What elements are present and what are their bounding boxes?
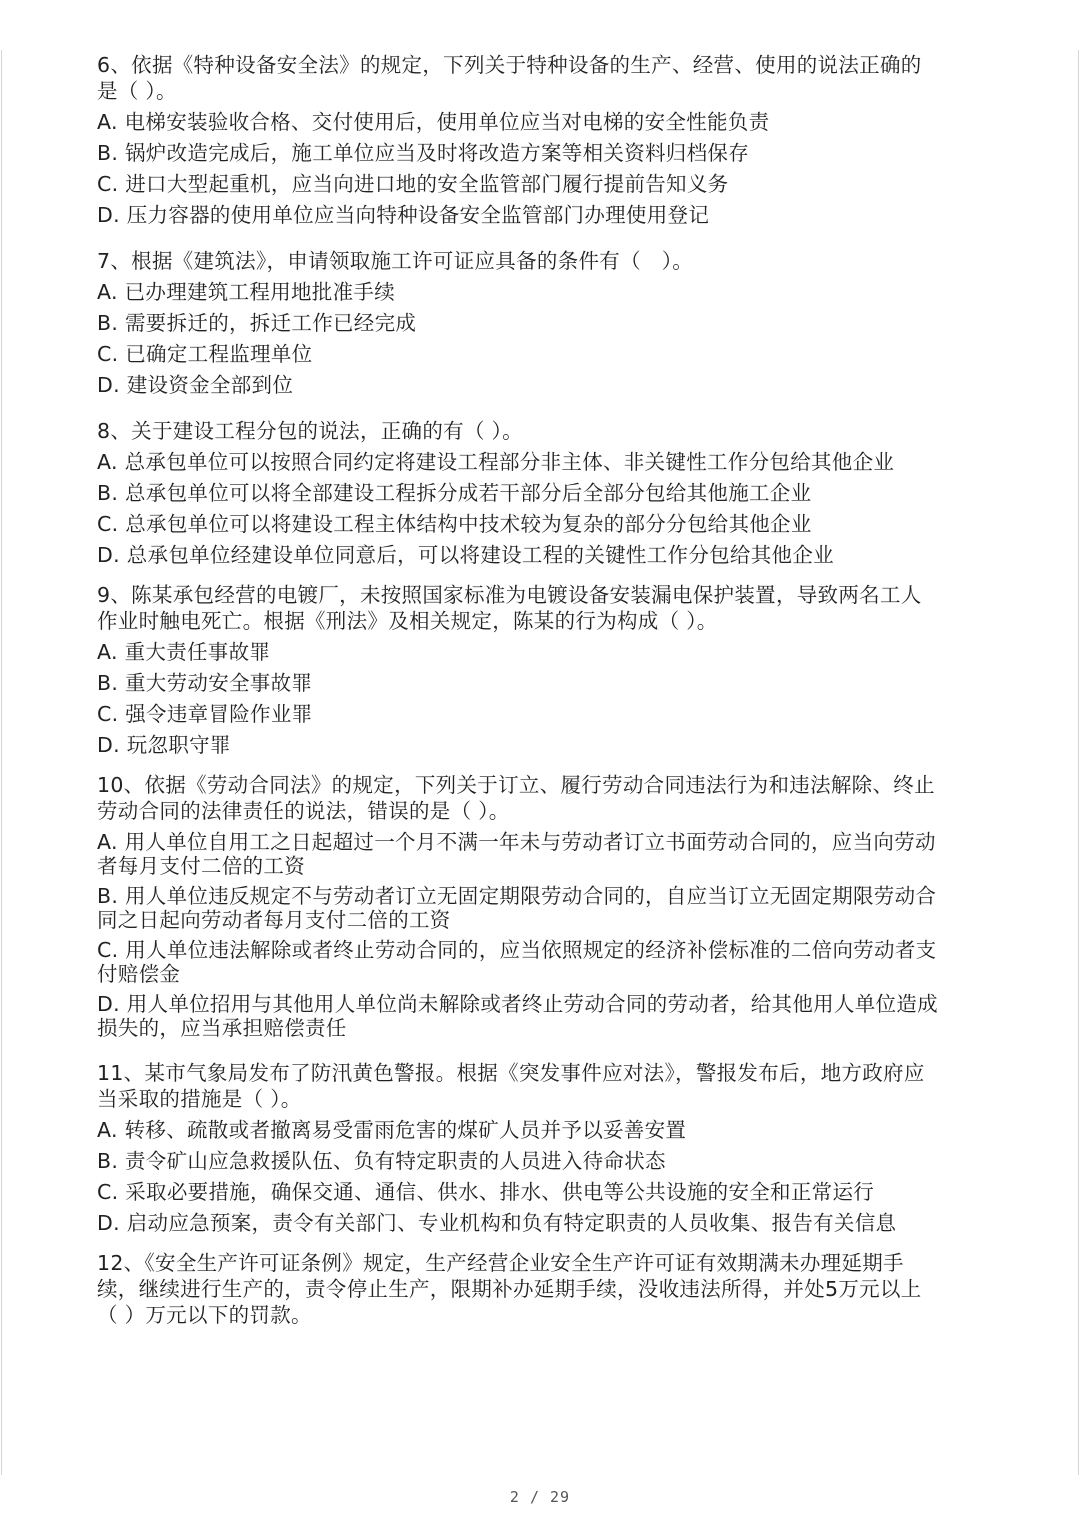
question-7-stem-line-1: 7、根据《建筑法》，申请领取施工许可证应具备的条件有（ ）。 [97, 249, 694, 273]
question-10-option-d-line-2: 损失的，应当承担赔偿责任 [97, 1016, 347, 1040]
question-7-stem [97, 248, 977, 274]
question-12-stem-line-3: （ ）万元以下的罚款。 [97, 1303, 312, 1327]
question-9 [97, 582, 977, 764]
question-6-stem-line-1: 6、依据《特种设备安全法》的规定，下列关于特种设备的生产、经营、使用的说法正确的 [97, 53, 922, 77]
question-8 [97, 418, 977, 574]
question-9-option-c: C. 强令违章冒险作业罪 [97, 702, 313, 726]
question-7-option-b: B. 需要拆迁的，拆迁工作已经完成 [97, 311, 417, 335]
question-11-stem [97, 1060, 977, 1112]
question-7-option-a: A. 已办理建筑工程用地批准手续 [97, 280, 395, 304]
question-8-stem [97, 418, 977, 444]
question-12-stem-line-1: 12、《安全生产许可证条例》规定，生产经营企业安全生产许可证有效期满未办理延期手 [97, 1251, 904, 1275]
question-10-option-c-line-1: C. 用人单位违法解除或者终止劳动合同的，应当依照规定的经济补偿标准的二倍向劳动者支 [97, 938, 937, 962]
question-11-stem-line-2: 当采取的措施是（ ）。 [97, 1087, 302, 1111]
question-10-option-c-line-2: 付赔偿金 [97, 962, 181, 986]
question-9-stem [97, 582, 977, 634]
question-10-option-b [97, 884, 977, 932]
question-7 [97, 248, 977, 404]
question-7-option-d: D. 建设资金全部到位 [97, 373, 294, 397]
question-10-stem-line-2: 劳动合同的法律责任的说法，错误的是（ ）。 [97, 799, 510, 823]
question-6-option-c: C. 进口大型起重机，应当向进口地的安全监管部门履行提前告知义务 [97, 172, 729, 196]
question-10-option-b-line-1: B. 用人单位违反规定不与劳动者订立无固定期限劳动合同的，自应当订立无固定期限劳动合 [97, 884, 937, 908]
question-8-option-a: A. 总承包单位可以按照合同约定将建设工程部分非主体、非关键性工作分包给其他企业 [97, 450, 895, 474]
question-list [97, 52, 977, 1334]
question-10-option-a-line-1: A. 用人单位自用工之日起超过一个月不满一年未与劳动者订立书面劳动合同的，应当向劳动 [97, 830, 936, 854]
question-11-stem-line-1: 11、某市气象局发布了防汛黄色警报。根据《突发事件应对法》，警报发布后，地方政府应 [97, 1061, 925, 1085]
question-12-stem-line-2: 续，继续进行生产的，责令停止生产，限期补办延期手续，没收违法所得，并处5万元以上 [97, 1277, 922, 1301]
page-number: 2 / 29 [509, 1488, 571, 1506]
question-8-option-c: C. 总承包单位可以将建设工程主体结构中技术较为复杂的部分分包给其他企业 [97, 512, 812, 536]
question-10-stem-line-1: 10、依据《劳动合同法》的规定，下列关于订立、履行劳动合同违法行为和违法解除、终止 [97, 773, 935, 797]
question-10-option-b-line-2: 同之日起向劳动者每月支付二倍的工资 [97, 908, 451, 932]
question-6-option-d: D. 压力容器的使用单位应当向特种设备安全监管部门办理使用登记 [97, 203, 710, 227]
question-9-option-b: B. 重大劳动安全事故罪 [97, 671, 313, 695]
question-12 [97, 1250, 977, 1328]
question-9-stem-line-1: 9、陈某承包经营的电镀厂，未按照国家标准为电镀设备安装漏电保护装置，导致两名工人 [97, 583, 922, 607]
question-10-option-d-line-1: D. 用人单位招用与其他用人单位尚未解除或者终止劳动合同的劳动者，给其他用人单位造成 [97, 992, 938, 1016]
question-11-option-b: B. 责令矿山应急救援队伍、负有特定职责的人员进入待命状态 [97, 1149, 666, 1173]
question-10-stem [97, 772, 977, 824]
question-9-option-a: A. 重大责任事故罪 [97, 640, 271, 664]
question-10-option-c [97, 938, 977, 986]
question-6-option-b: B. 锅炉改造完成后，施工单位应当及时将改造方案等相关资料归档保存 [97, 141, 749, 165]
question-10-option-a [97, 830, 977, 878]
question-11-option-d: D. 启动应急预案，责令有关部门、专业机构和负有特定职责的人员收集、报告有关信息 [97, 1211, 897, 1235]
question-11-option-c: C. 采取必要措施，确保交通、通信、供水、排水、供电等公共设施的安全和正常运行 [97, 1180, 875, 1204]
question-11 [97, 1060, 977, 1242]
question-6-option-a: A. 电梯安装验收合格、交付使用后，使用单位应当对电梯的安全性能负责 [97, 110, 770, 134]
question-10-option-d [97, 992, 977, 1040]
question-6 [97, 52, 977, 234]
question-6-stem [97, 52, 977, 104]
question-12-stem [97, 1250, 977, 1328]
question-9-option-d: D. 玩忽职守罪 [97, 733, 231, 757]
question-8-option-b: B. 总承包单位可以将全部建设工程拆分成若干部分后全部分包给其他施工企业 [97, 481, 812, 505]
question-9-stem-line-2: 作业时触电死亡。根据《刑法》及相关规定，陈某的行为构成（ ）。 [97, 609, 718, 633]
page-right-edge [1078, 50, 1079, 1475]
question-7-option-c: C. 已确定工程监理单位 [97, 342, 313, 366]
question-6-stem-line-2: 是（ ）。 [97, 79, 177, 103]
question-8-stem-line-1: 8、关于建设工程分包的说法，正确的有（ ）。 [97, 419, 523, 443]
question-11-option-a: A. 转移、疏散或者撤离易受雷雨危害的煤矿人员并予以妥善安置 [97, 1118, 687, 1142]
page-left-edge [1, 50, 2, 1475]
question-8-option-d: D. 总承包单位经建设单位同意后，可以将建设工程的关键性工作分包给其他企业 [97, 543, 834, 567]
question-10 [97, 772, 977, 1040]
question-10-option-a-line-2: 者每月支付二倍的工资 [97, 854, 305, 878]
